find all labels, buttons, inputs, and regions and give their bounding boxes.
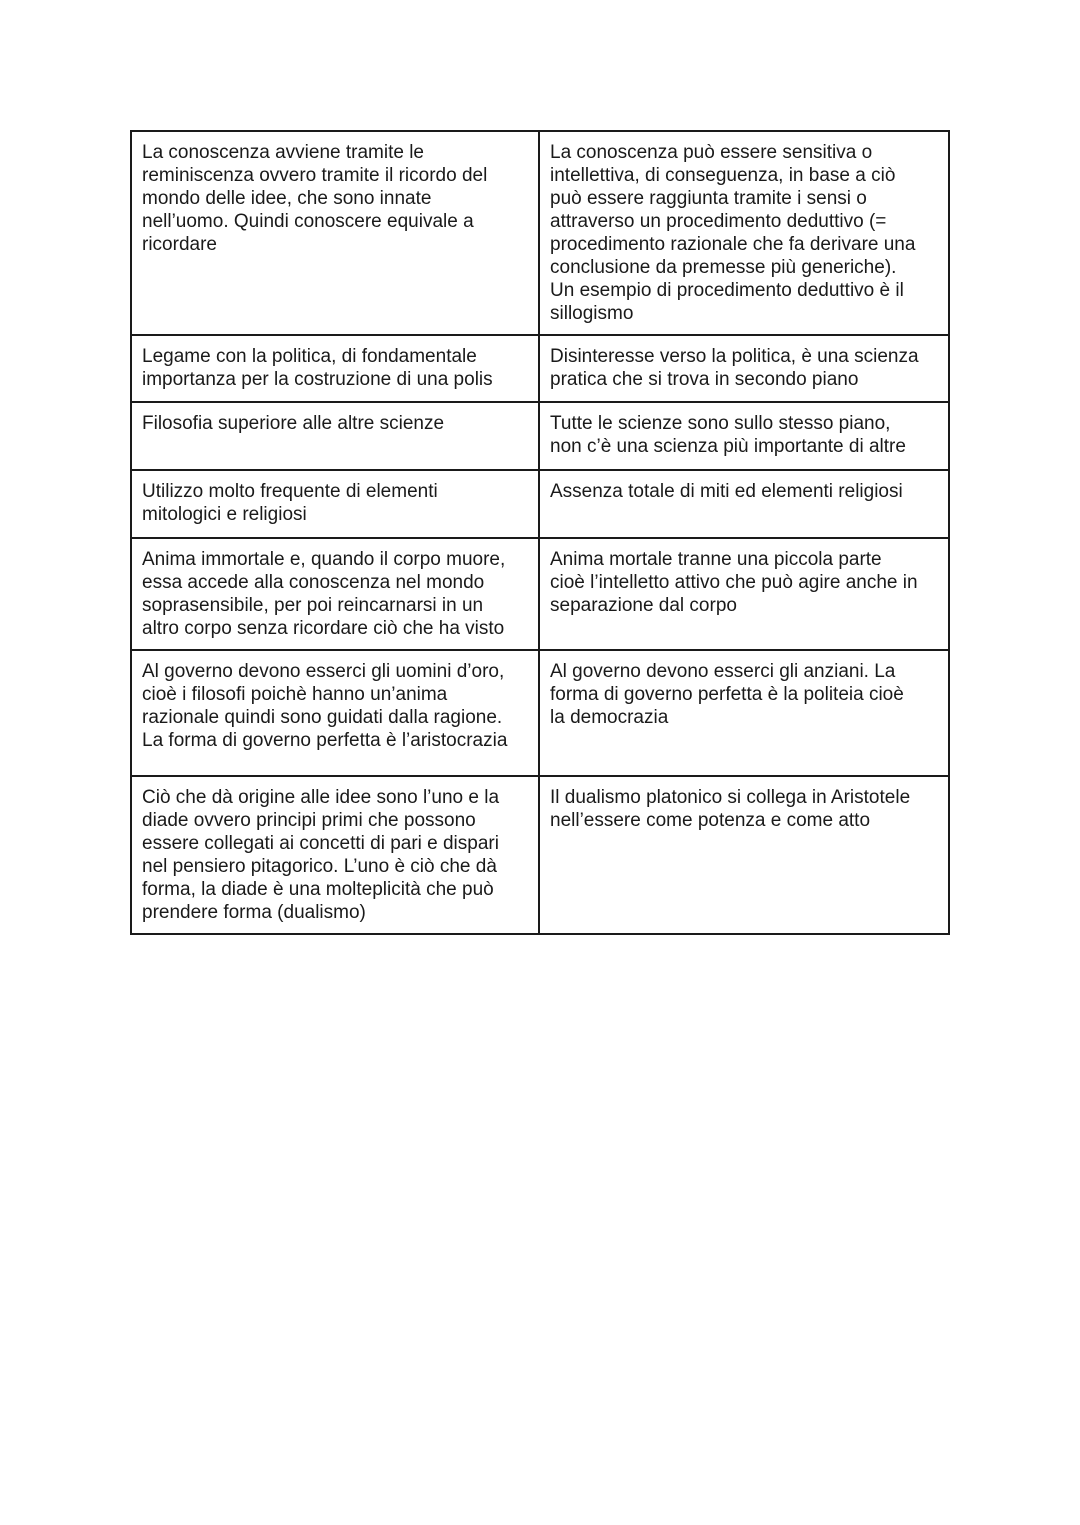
cell-left: Legame con la politica, di fondamentale importanza per la costruzione di una polis <box>131 335 539 402</box>
cell-right: Anima mortale tranne una piccola parte cioè l’intelletto attivo che può agire anche in separazione dal corpo <box>539 538 949 650</box>
table-row <box>131 402 949 470</box>
table-row <box>131 131 949 335</box>
table-row <box>131 776 949 934</box>
cell-left: La conoscenza avviene tramite le reminiscenza ovvero tramite il ricordo del mondo delle idee, che sono innate nell’uomo. Quindi conoscere equivale a ricordare <box>131 131 539 335</box>
table-row <box>131 470 949 538</box>
cell-left: Al governo devono esserci gli uomini d’oro, cioè i filosofi poichè hanno un’anima razionale quindi sono guidati dalla ragione. La forma di governo perfetta è l’aristocrazia <box>131 650 539 776</box>
cell-right: La conoscenza può essere sensitiva o intellettiva, di conseguenza, in base a ciò può essere raggiunta tramite i sensi o attraverso un procedimento deduttivo (= procedimento razionale che fa derivare una conclusione da premesse più generiche). Un esempio di procedimento deduttivo è il sillogismo <box>539 131 949 335</box>
cell-right: Al governo devono esserci gli anziani. La forma di governo perfetta è la politeia cioè la democrazia <box>539 650 949 776</box>
cell-left: Ciò che dà origine alle idee sono l’uno e la diade ovvero principi primi che possono essere collegati ai concetti di pari e dispari nel pensiero pitagorico. L’uno è ciò che dà forma, la diade è una molteplicità che può prendere forma (dualismo) <box>131 776 539 934</box>
cell-right: Il dualismo platonico si collega in Aristotele nell’essere come potenza e come atto <box>539 776 949 934</box>
cell-left: Anima immortale e, quando il corpo muore, essa accede alla conoscenza nel mondo soprasensibile, per poi reincarnarsi in un altro corpo senza ricordare ciò che ha visto <box>131 538 539 650</box>
table-row <box>131 335 949 402</box>
cell-right: Disinteresse verso la politica, è una scienza pratica che si trova in secondo piano <box>539 335 949 402</box>
table-row <box>131 538 949 650</box>
cell-right: Assenza totale di miti ed elementi religiosi <box>539 470 949 538</box>
cell-right: Tutte le scienze sono sullo stesso piano, non c’è una scienza più importante di altre <box>539 402 949 470</box>
cell-left: Filosofia superiore alle altre scienze <box>131 402 539 470</box>
cell-left: Utilizzo molto frequente di elementi mitologici e religiosi <box>131 470 539 538</box>
comparison-table <box>130 130 950 935</box>
table-row <box>131 650 949 776</box>
